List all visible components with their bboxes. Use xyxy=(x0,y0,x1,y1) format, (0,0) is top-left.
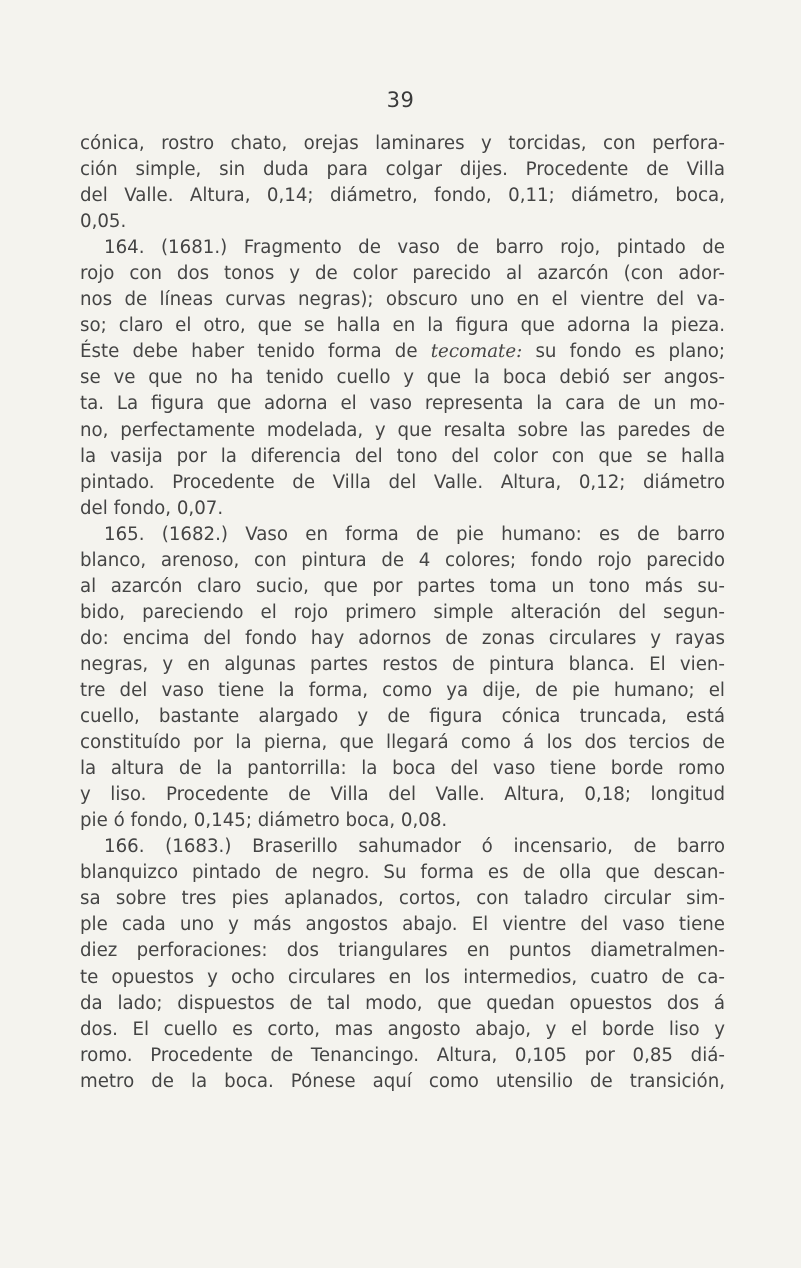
text-line: cónica, rostro chato, orejas laminares y torcidas, con perfora- xyxy=(80,133,725,154)
text-line: da lado; dispuestos de tal modo, que quedan opuestos dos á xyxy=(80,992,725,1014)
text-line: so; claro el otro, que se halla en la figura que adorna la pieza. xyxy=(80,315,725,337)
text-line: romo. Procedente de Tenancingo. Altura, 0,105 por 0,85 diá- xyxy=(80,1044,725,1066)
text-line: del Valle. Altura, 0,14; diámetro, fondo, 0,11; diámetro, boca, xyxy=(80,185,725,207)
text-line: ple cada uno y más angostos abajo. El vientre del vaso tiene xyxy=(80,914,725,936)
text-line: rojo con dos tonos y de color parecido al azarcón (con ador- xyxy=(80,263,725,285)
page-number: 39 xyxy=(386,88,415,112)
text-line: y liso. Procedente de Villa del Valle. Altura, 0,18; longitud xyxy=(80,784,725,806)
text-line: diez perforaciones: dos triangulares en puntos diametralmen- xyxy=(80,940,725,962)
text-line: blanquizco pintado de negro. Su forma es de olla que descan- xyxy=(80,862,725,884)
text-line: nos de líneas curvas negras); obscuro uno en el vientre del va- xyxy=(80,289,725,311)
text-line: la vasija por la diferencia del tono del color con que se halla xyxy=(80,445,725,467)
text-line: no, perfectamente modelada, y que resalta sobre las paredes de xyxy=(80,419,725,441)
text-line: te opuestos y ocho circulares en los intermedios, cuatro de ca- xyxy=(80,966,725,988)
text-line: tre del vaso tiene la forma, como ya dije, de pie humano; el xyxy=(80,679,725,701)
text-line xyxy=(80,339,725,365)
text-line: la altura de la pantorrilla: la boca del vaso tiene borde romo xyxy=(80,758,725,780)
text-line: ta. La figura que adorna el vaso representa la cara de un mo- xyxy=(80,393,725,415)
text-line: blanco, arenoso, con pintura de 4 colores; fondo rojo parecido xyxy=(80,549,725,571)
text-line: sa sobre tres pies aplanados, cortos, con taladro circular sim- xyxy=(80,888,725,910)
text-line: cuello, bastante alargado y de figura cónica truncada, está xyxy=(80,706,725,728)
text-line: negras, y en algunas partes restos de pintura blanca. El vien- xyxy=(80,653,725,675)
text-line: pie ó fondo, 0,145; diámetro boca, 0,08. xyxy=(80,810,448,832)
entry-165-first-line: 165. (1682.) Vaso en forma de pie humano: es de barro xyxy=(104,523,725,545)
entry-164-first-line: 164. (1681.) Fragmento de vaso de barro rojo, pintado de xyxy=(104,237,725,259)
text-line: dos. El cuello es corto, mas angosto abajo, y el borde liso y xyxy=(80,1018,725,1040)
text-line: bido, pareciendo el rojo primero simple alteración del segun- xyxy=(80,601,725,623)
text-line: 0,05. xyxy=(80,211,127,233)
text-line: del fondo, 0,07. xyxy=(80,497,224,519)
body-text xyxy=(80,131,725,1095)
text-line: metro de la boca. Pónese aquí como utensilio de transición, xyxy=(80,1070,725,1092)
text-line: do: encima del fondo hay adornos de zonas circulares y rayas xyxy=(80,627,725,649)
text-line: se ve que no ha tenido cuello y que la boca debió ser angos- xyxy=(80,367,725,389)
line-text-before-term: Éste debe haber tenido forma de xyxy=(80,341,431,363)
text-line: ción simple, sin duda para colgar dijes. Procedente de Villa xyxy=(80,159,725,181)
text-line: pintado. Procedente de Villa del Valle. Altura, 0,12; diámetro xyxy=(80,471,725,493)
italic-term-tecomate: tecomate: xyxy=(430,341,523,363)
text-line: constituído por la pierna, que llegará como á los dos tercios de xyxy=(80,732,725,754)
text-line: al azarcón claro sucio, que por partes toma un tono más su- xyxy=(80,575,725,597)
line-text-after-term: su fondo es plano; xyxy=(522,341,725,363)
entry-166-first-line: 166. (1683.) Braserillo sahumador ó incensario, de barro xyxy=(104,836,725,858)
